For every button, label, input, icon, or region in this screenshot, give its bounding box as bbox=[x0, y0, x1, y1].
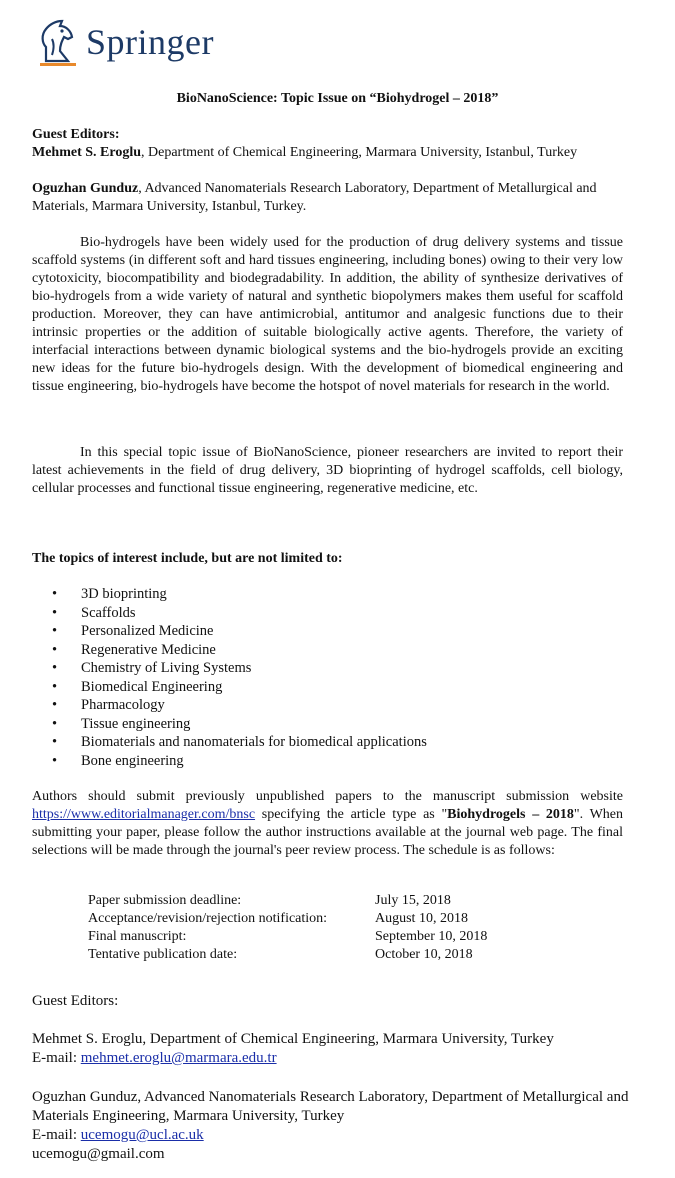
email-label: E-mail: bbox=[32, 1127, 81, 1143]
submission-website-link[interactable]: https://www.editorialmanager.com/bnsc bbox=[32, 807, 256, 822]
editor2-entry bbox=[32, 180, 623, 216]
table-row bbox=[88, 928, 487, 946]
schedule-date: July 15, 2018 bbox=[375, 893, 451, 908]
editor2-email-link[interactable]: ucemogu@ucl.ac.uk bbox=[80, 1127, 204, 1143]
footer-editor2-email-alt: ucemogu@gmail.com bbox=[32, 1146, 165, 1162]
schedule-label: Acceptance/revision/rejection notification: bbox=[88, 911, 328, 926]
schedule-label: Final manuscript: bbox=[88, 929, 187, 944]
submission-text-2: specifying the article type as " bbox=[255, 807, 448, 822]
logo-wordmark: Springer bbox=[86, 22, 214, 62]
schedule-label: Paper submission deadline: bbox=[88, 893, 242, 908]
list-item: • 3D bioprinting bbox=[52, 585, 427, 604]
footer-editor1-email-line bbox=[32, 1049, 652, 1068]
schedule-date: September 10, 2018 bbox=[375, 929, 488, 944]
springer-horse-icon bbox=[38, 17, 78, 67]
footer-editor2: Oguzhan Gunduz, Advanced Nanomaterials Research Laboratory, Department of Metallurgical and Materials Engineering, Marmara University, Turkey bbox=[32, 1089, 629, 1124]
page-title: BioNanoScience: Topic Issue on “Biohydrogel – 2018” bbox=[176, 91, 499, 106]
schedule-date: October 10, 2018 bbox=[375, 947, 473, 962]
intro-paragraph: Bio-hydrogels have been widely used for the production of drug delivery systems and tissue scaffold systems (in different soft and hard tissues engineering, including bones) owing to their very low cytotoxicity, biocompatibility and biodegradability. In addition, the ability of synthesize derivatives of bio-hydrogels from a wide variety of natural and synthetic biopolymers makes them useful for scaffold production. Moreover, they can have antimicrobial, antitumor and analgesic functions due to their intrinsic properties or the addition of suitable biologically active agents. Therefore, the variety of interfacial interactions between dynamic biological systems and the bio-hydrogels provide an exciting new ideas for the future bio-hydrogels design. With the development of biomedical engineering and tissue engineering, bio-hydrogels have become the hotspot of novel materials for research in the world. bbox=[32, 235, 623, 394]
footer-editor2-email-line bbox=[32, 1126, 652, 1145]
table-row bbox=[88, 892, 487, 910]
table-row bbox=[88, 910, 487, 928]
editor2-affiliation: , Advanced Nanomaterials Research Laboratory, Department of Metallurgical and Materials, Marmara University, Istanbul, Turkey. bbox=[32, 181, 597, 214]
submission-paragraph bbox=[32, 788, 623, 860]
list-item: • Bone engineering bbox=[52, 752, 427, 771]
article-type: Biohydrogels – 2018 bbox=[447, 807, 574, 822]
editor1-name: Mehmet S. Eroglu bbox=[32, 145, 142, 160]
submission-text: Authors should submit previously unpublished papers to the manuscript submission website bbox=[32, 789, 623, 804]
footer-guest-editors-heading: Guest Editors: bbox=[32, 993, 119, 1009]
topics-list bbox=[52, 585, 427, 770]
editor1-entry bbox=[32, 144, 623, 162]
footer-editor1: Mehmet S. Eroglu, Department of Chemical Engineering, Marmara University, Turkey bbox=[32, 1031, 554, 1047]
schedule-table bbox=[88, 892, 487, 964]
list-item: • Chemistry of Living Systems bbox=[52, 659, 427, 678]
editor2-name: Oguzhan Gunduz bbox=[32, 181, 139, 196]
list-item: • Scaffolds bbox=[52, 604, 427, 623]
topic-issue-paragraph: In this special topic issue of BioNanoScience, pioneer researchers are invited to report their latest achievements in the field of drug delivery, 3D bioprinting of hydrogel scaffolds, cell biology, cellular processes and functional tissue engineering, regenerative medicine, etc. bbox=[32, 445, 623, 496]
list-item: • Pharmacology bbox=[52, 696, 427, 715]
list-item: • Regenerative Medicine bbox=[52, 641, 427, 660]
table-row bbox=[88, 946, 487, 964]
email-label: E-mail: bbox=[32, 1050, 81, 1066]
springer-logo bbox=[38, 16, 214, 68]
list-item: • Biomaterials and nanomaterials for biomedical applications bbox=[52, 733, 427, 752]
list-item: • Biomedical Engineering bbox=[52, 678, 427, 697]
schedule-date: August 10, 2018 bbox=[375, 911, 468, 926]
topics-heading: The topics of interest include, but are not limited to: bbox=[32, 551, 343, 566]
submission-text-3: ". When submitting your paper, please follow the author instructions available at the journal web page. The final selections will be made through the journal's peer review process. The schedule is as follows: bbox=[32, 807, 624, 858]
editor1-email-link[interactable]: mehmet.eroglu@marmara.edu.tr bbox=[80, 1050, 277, 1066]
list-item: • Tissue engineering bbox=[52, 715, 427, 734]
list-item: • Personalized Medicine bbox=[52, 622, 427, 641]
schedule-label: Tentative publication date: bbox=[88, 947, 238, 962]
editor1-affiliation: , Department of Chemical Engineering, Marmara University, Istanbul, Turkey bbox=[141, 145, 578, 160]
guest-editors-heading: Guest Editors: bbox=[32, 127, 120, 142]
